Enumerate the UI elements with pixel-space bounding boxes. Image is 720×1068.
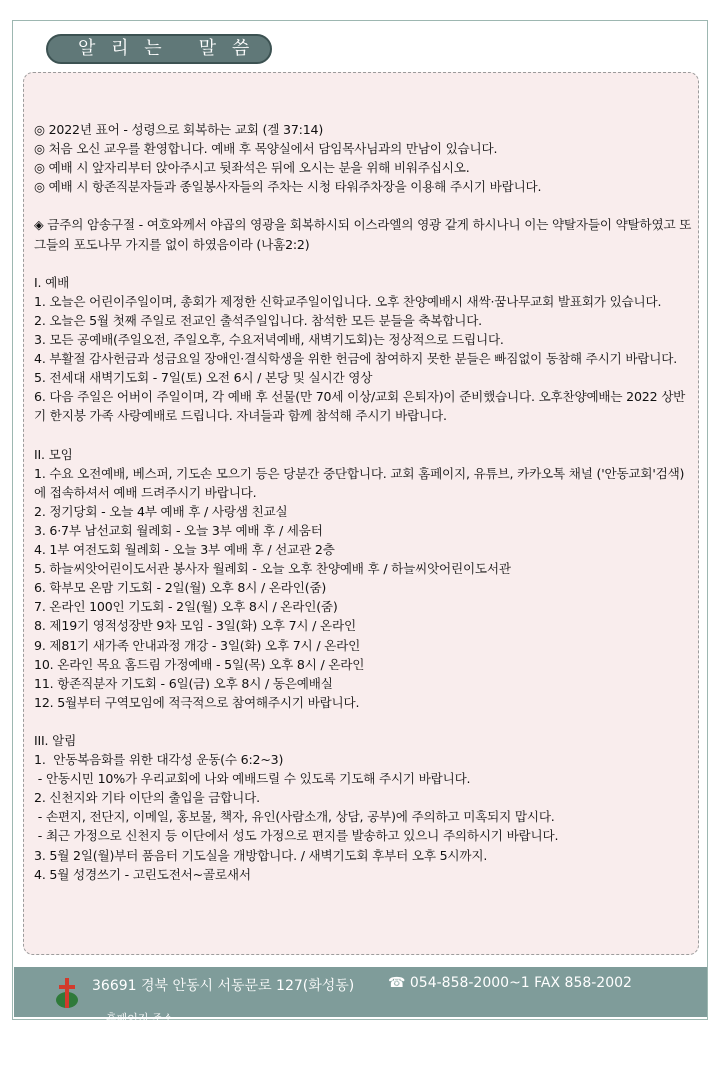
list-item: 1. 오늘은 어린이주일이며, 총회가 제정한 신학교주일이입니다. 오후 찬양예배시 새싹·꿈나무교회 발표회가 있습니다. [34,293,662,309]
list-item: - 손편지, 전단지, 이메일, 홍보물, 책자, 유인(사람소개, 상담, 공부)에 주의하고 미혹되지 맙시다. [34,809,555,825]
list-item: 2. 정기당회 - 오늘 4부 예배 후 / 사랑샘 친교실 [34,503,288,519]
section-heading-meetings: II. 모임 [34,446,73,462]
intro-item: ◎ 예배 시 앞자리부터 앉아주시고 뒷좌석은 뒤에 오시는 분을 위해 비워주십시오. [34,160,470,176]
homepage-link[interactable]: http://www.adpc.or.kr [106,1026,225,1039]
list-item: 3. 6·7부 남선교회 월례회 - 오늘 3부 예배 후 / 세움터 [34,522,323,538]
list-item: 7. 온라인 100인 기도회 - 2일(월) 오후 8시 / 온라인(줌) [34,599,338,615]
list-item: 4. 부활절 감사헌금과 성금요일 장애인·결식학생을 위한 헌금에 참여하지 못한 분들은 빠짐없이 동참해 주시기 바랍니다. [34,351,678,367]
list-item: 10. 온라인 목요 홈드림 가정예배 - 5일(목) 오후 8시 / 온라인 [34,656,365,672]
footer-phone: ☎ 054-858-2000~1 FAX 858-2002 [388,975,632,991]
list-item: 6. 학부모 온맘 기도회 - 2일(월) 오후 8시 / 온라인(줌) [34,580,327,596]
list-item: 2. 오늘은 5월 첫째 주일로 전교인 출석주일입니다. 참석한 모든 분들을 축복합니다. [34,312,482,328]
list-item: 1. 안동복음화를 위한 대각성 운동(수 6:2~3) [34,752,284,768]
footer-address: 36691 경북 안동시 서동문로 127(화성동) [92,978,355,994]
list-item: 3. 모든 공예배(주일오전, 주일오후, 수요저녁예배, 새벽기도회)는 정상적으로 드립니다. [34,332,504,348]
list-item: 9. 제81기 새가족 안내과정 개강 - 3일(화) 오후 7시 / 온라인 [34,637,361,653]
list-item: 5. 전세대 새벽기도회 - 7일(토) 오전 6시 / 본당 및 실시간 영상 [34,370,373,386]
list-item: 8. 제19기 영적성장반 9차 모임 - 3일(화) 오후 7시 / 온라인 [34,618,356,634]
section-heading-worship: I. 예배 [34,274,70,290]
blog-address: 블로그 blog.daum.net/adpc2000 [132,1041,307,1054]
memory-verse: ◈ 금주의 암송구절 - 여호와께서 야곱의 영광을 회복하시되 이스라엘의 영광 같게 하시나니 이는 약탈자들이 약탈하였고 또 그들의 포도나무 가지를 없이 하였음이라 (나훔2:2) [34,217,692,252]
intro-item: ◎ 예배 시 항존직분자들과 종일봉사자들의 주차는 시청 타워주차장을 이용해 주시기 바랍니다. [34,179,542,195]
list-item: 11. 항존직분자 기도회 - 6일(금) 오후 8시 / 동은예배실 [34,675,333,691]
list-item: 12. 5월부터 구역모임에 적극적으로 참여해주시기 바랍니다. [34,694,360,710]
section-heading-announcements: III. 알림 [34,733,77,748]
homepage-label: 홈페이지 주소 [106,1012,174,1025]
footer-links [92,997,306,1068]
page-title: 알 리 는 말 씀 [46,34,272,64]
intro-item: ◎ 처음 오신 교우를 환영합니다. 예배 후 목양실에서 담임목사님과의 만남이 있습니다. [34,141,498,157]
list-item: 1. 수요 오전예배, 베스퍼, 기도손 모으기 등은 당분간 중단합니다. 교회 홈페이지, 유튜브, 카카오톡 채널 ('안동교회'검색)에 접속하셔서 예배 드려주시기 바랍니다. [34,465,685,500]
list-item: 6. 다음 주일은 어버이 주일이며, 각 예배 후 선물(만 70세 이상/교회 은퇴자)이 준비했습니다. 오후찬양예배는 2022 상반기 한지붕 가족 사랑예배로 드립니다. 자녀들과 함께 참석해 주시기 바랍니다. [34,389,686,424]
list-item: - 최근 가정으로 신천지 등 이단에서 성도 가정으로 편지를 발송하고 있으니 주의하시기 바랍니다. [34,828,559,844]
notice-content [34,120,694,884]
list-item: 4. 5월 성경쓰기 - 고린도전서~골로새서 [34,866,251,882]
church-logo-icon [54,976,80,1010]
list-item: 4. 1부 여전도회 월례회 - 오늘 3부 예배 후 / 선교관 2층 [34,542,335,558]
list-item: 5. 하늘씨앗어린이도서관 봉사자 월례회 - 오늘 오후 찬양예배 후 / 하늘씨앗어린이도서관 [34,561,511,577]
list-item: 3. 5월 2일(월)부터 품음터 기도실을 개방합니다. / 새벽기도회 후부터 오후 5시까지. [34,847,488,863]
footer [14,967,707,1054]
intro-item: ◎ 2022년 표어 - 성령으로 회복하는 교회 (겔 37:14) [34,122,324,137]
list-item: - 안동시민 10%가 우리교회에 나와 예배드릴 수 있도록 기도해 주시기 바랍니다. [34,771,471,787]
list-item: 2. 신천지와 기타 이단의 출입을 금합니다. [34,790,260,806]
intro-list [34,120,694,196]
